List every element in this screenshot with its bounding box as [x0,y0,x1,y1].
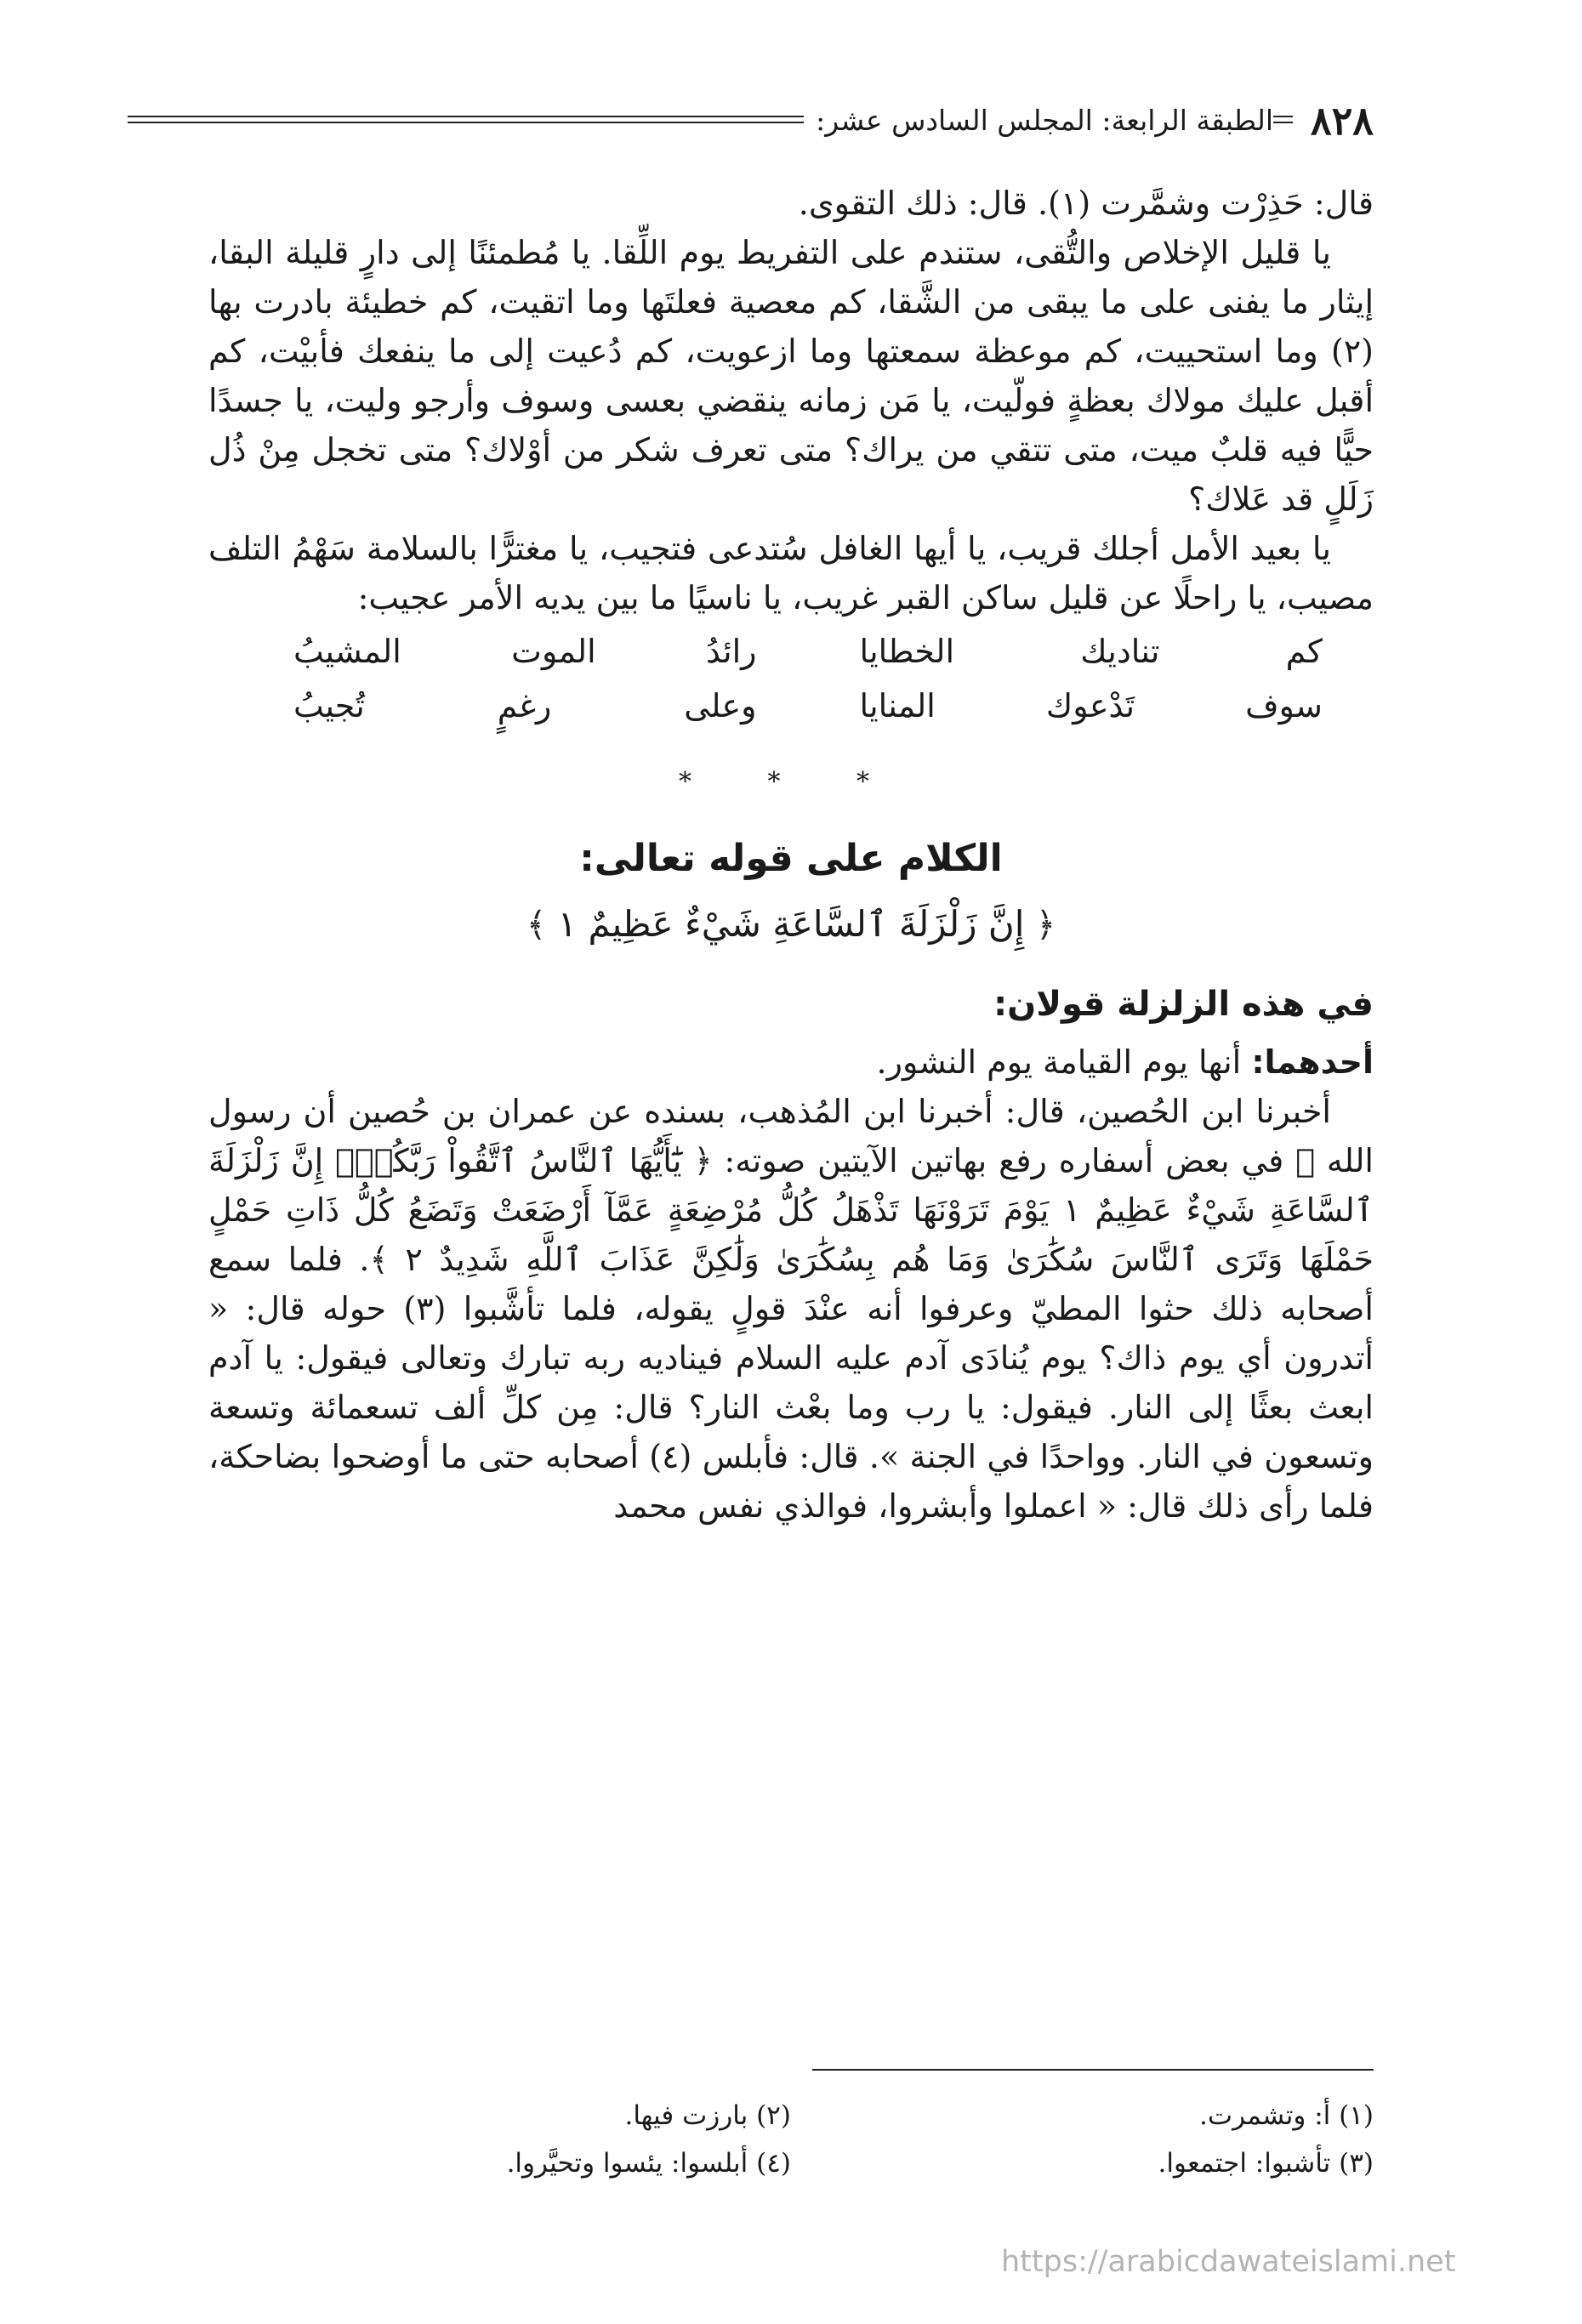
footnote-row [208,2092,1374,2139]
first-opinion-label: أحدهما: [1251,1043,1374,1081]
footnote-1: (١) أ: وتشمرت. [1199,2100,1374,2131]
source-watermark: https://arabicdawateislami.net [1001,2245,1456,2279]
running-title: الطبقة الرابعة: المجلس السادس عشر: [804,100,1273,141]
footnotes [208,2092,1374,2187]
ornate-bracket-open: ﴿ [1035,906,1056,945]
first-opinion [208,1037,1374,1087]
page-header [128,95,1374,146]
footnote-4: (٤) أبلسوا: يئسوا وتحيَّروا. [506,2148,791,2179]
sermon-paragraph-2: يا بعيد الأمل أجلك قريب، يا أيها الغافل سُتدعى فتجيب، يا مغترًّا بالسلامة سَهْمُ التلف مصيب، يا راحلًا عن قليل ساكن القبر غريب، يا ناسيًا ما بين يديه الأمر عجيب: [208,530,1374,617]
subheading: في هذه الزلزلة قولان: [993,985,1374,1024]
ornate-bracket-close: ﴾ [526,906,547,945]
poem-hemistich: سوف تَدْعوك المنايا [859,687,1323,724]
opening-line: قال: حَذِرْت وشمَّرت (١). قال: ذلك التقوى. [798,185,1374,222]
poem-line-1 [208,626,1374,677]
footnote-row [208,2139,1374,2187]
footnote-2: (٢) بارزت فيها. [624,2100,791,2131]
poem-hemistich: وعلى رغمٍ تُجيبُ [293,687,757,724]
first-opinion-text: أنها يوم القيامة يوم النشور. [876,1043,1242,1081]
poem-hemistich: رائدُ الموت المشيبُ [293,633,757,670]
quran-verse [208,894,1374,956]
verse-text: إِنَّ زَلْزَلَةَ ٱلسَّاعَةِ شَيْءٌ عَظِيمٌ ١ [557,903,1025,945]
section-separator: * * * [678,767,904,797]
footnote-rule [812,2069,1374,2071]
hadith-paragraph: أخبرنا ابن الحُصين، قال: أخبرنا ابن المُذهب، بسنده عن عمران بن حُصين أن رسول الله ﷺ في بعض أسفاره رفع بهاتين الآيتين صوته: ﴿ يَٰٓأَيُّهَا ٱلنَّاسُ ٱتَّقُواْ رَبَّكُمْۚ إِنَّ زَلْزَلَةَ ٱلسَّاعَةِ شَيْءٌ عَظِيمٌ ١ يَوْمَ تَرَوْنَهَا تَذْهَلُ كُلُّ مُرْضِعَةٍ عَمَّآ أَرْضَعَتْ وَتَضَعُ كُلُّ ذَاتِ حَمْلٍ حَمْلَهَا وَتَرَى ٱلنَّاسَ سُكَٰرَىٰ وَمَا هُم بِسُكَٰرَىٰ وَلَٰكِنَّ عَذَابَ ٱللَّهِ شَدِيدٌ ٢ ﴾. فلما سمع أصحابه ذلك حثوا المطيّ وعرفوا أنه عنْدَ قولٍ يقوله، فلما تأشَّبوا (٣) حوله قال: « أتدرون أي يوم ذاك؟ يوم يُنادَى آدم عليه السلام فيناديه ربه تبارك وتعالى فيقول: يا آدم ابعث بعثًا إلى النار. فيقول: يا رب وما بعْث النار؟ قال: مِن كلِّ ألف تسعمائة وتسعة وتسعون في النار. وواحدًا في الجنة ». قال: فأبلس (٤) أصحابه حتى ما أوضحوا بضاحكة، فلما رأى ذلك قال: « اعملوا وأبشروا، فوالذي نفس محمد [208,1093,1374,1525]
page-number: ٨٢٨ [1310,98,1374,144]
page-body [208,179,1374,1531]
footnote-3: (٣) تأشبوا: اجتمعوا. [1158,2148,1374,2179]
section-heading: الكلام على قوله تعالى: [579,837,1003,880]
sermon-paragraph-1: يا قليل الإخلاص والتُّقى، ستندم على التفريط يوم اللِّقا. يا مُطمئنًا إلى دارٍ قليلة البقا، إيثار ما يفنى على ما يبقى من الشَّقا، كم معصية فعلتَها وما اتقيت، كم خطيئة بادرت بها (٢) وما استحييت، كم موعظة سمعتها وما ازعويت، كم دُعيت إلى ما ينفعك فأبيْت، كم أقبل عليك مولاك بعظةٍ فولّيت، يا مَن زمانه ينقضي بعسى وسوف وأرجو وليت، يا جسدًا حيًّا فيه قلبٌ ميت، متى تتقي من يراك؟ متى تعرف شكر من أوْلاك؟ متى تخجل مِنْ ذُل زَلَلٍ قد عَلاك؟ [208,234,1374,518]
poem-hemistich: كم تناديك الخطايا [859,633,1323,670]
poem-line-2 [208,680,1374,731]
